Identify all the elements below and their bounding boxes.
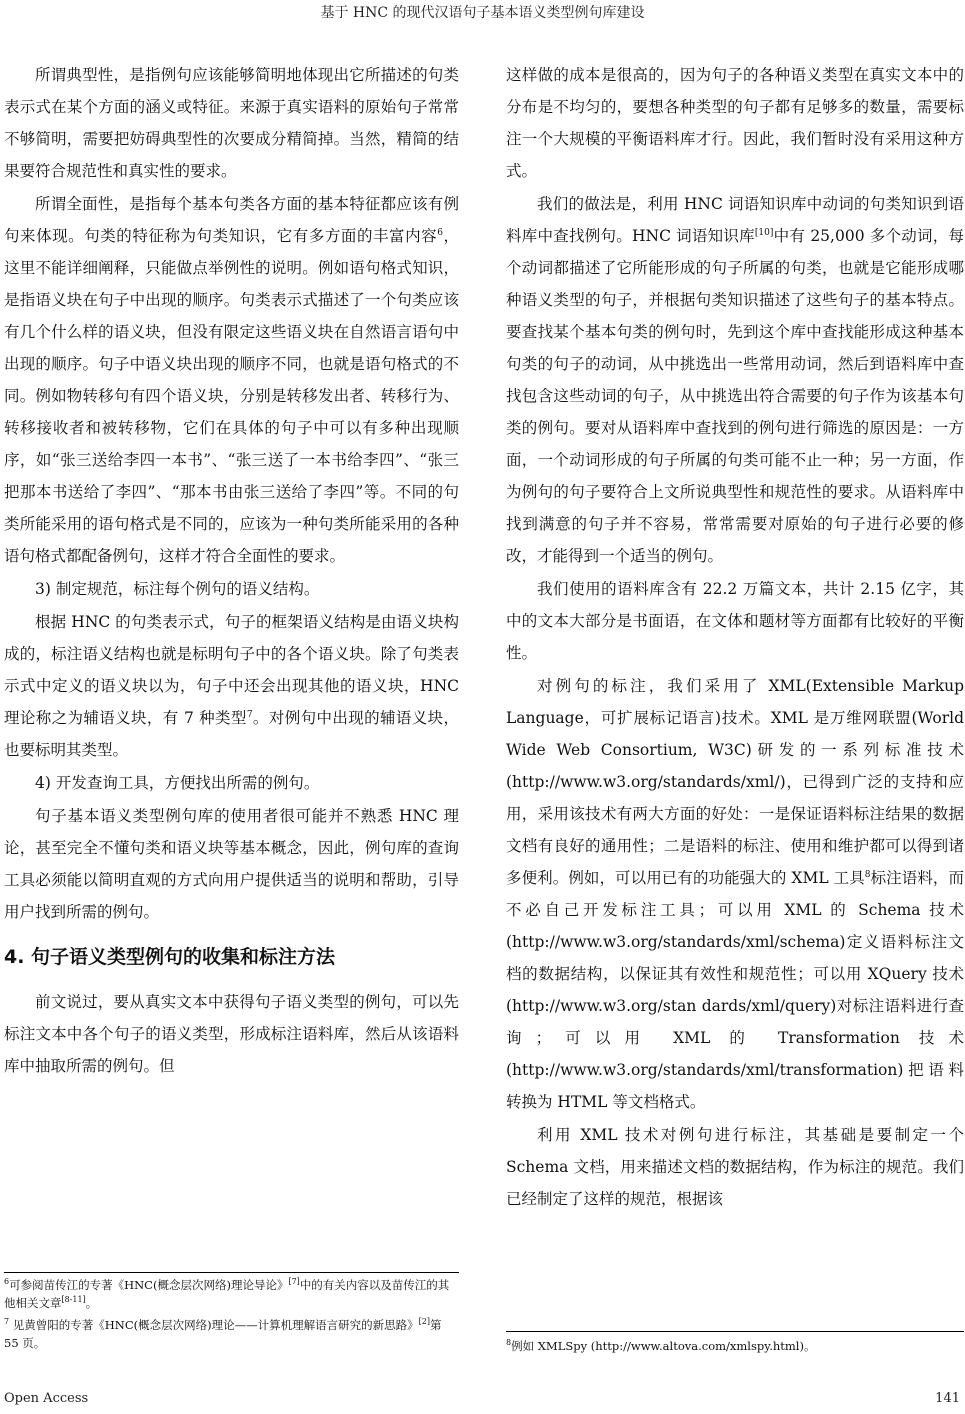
running-header: 基于 HNC 的现代汉语句子基本语义类型例句库建设 (320, 5, 645, 21)
paragraph-comprehensiveness: 所谓全面性，是指每个基本句类各方面的基本特征都应该有例句来体现。句类的特征称为句类知识，它有多方面的丰富内容$^6$，这里不能详细阐释，只能做点举例性的说明。例如语句格式知识，是指语义块在句子中出现的顺序。句类表示式描述了一个句类应该有几个什么样的语义块，但没有限定这些语义块在自然语言语句中出现的顺序。句子中语义块出现的顺序不同，也就是语句格式的不同。例如物转移句有四个语义块，分别是转移发出者、转移行为、转移接收者和被转移物，它们在具体的句子中可以有多种出现顺序，如“张三送给李四一本书”、“张三送了一本书给李四”、“张三把那本书送给了李四”、“那本书由张三送给了李四”等。不同的句类所能采用的语句格式是不同的，应该为一种句类所能采用的各种语句格式都配备例句，这样才符合全面性的要求。 (4, 195, 459, 565)
footnote-ref-7[interactable]: 7 (246, 710, 253, 720)
footnotes-right (506, 1337, 964, 1359)
right-column (506, 59, 964, 1216)
footnote-ref-6[interactable]: 6 (437, 228, 443, 238)
left-column (4, 59, 459, 1083)
paragraph-cost: 这样做的成本是很高的，因为句子的各种语义类型在真实文本中的分布是不均匀的，要想各种类型的句子都有足够多的数量，需要标注一个大规模的平衡语料库才行。因此，我们暂时没有采用这种方式。 (506, 66, 964, 180)
paragraph-method: 我们的做法是，利用 HNC 词语知识库中动词的句类知识到语料库中查找例句。HNC 词语知识库[10]中有 25,000 多个动词，每个动词都描述了它所能形成的句子所属的句类，也就是它能形成哪种语义类型的句子，并根据句类知识描述了这些句子的基本特点。要查找某个基本句类的例句时，先到这个库中查找能形成这种基本句类的句子的动词，从中挑选出一些常用动词，然后到语料库中查找包含这些动词的句子，从中挑选出符合需要的句子作为该基本句类的例句。要对从语料库中查找到的例句进行筛选的原因是：一方面，一个动词形成的句子所属的句类可能不止一种；另一方面，作为例句的句子要符合上文所说典型性和规范性的要求。从语料库中找到满意的句子并不容易，常常需要对原始的句子进行必要的修改，才能得到一个适当的例句。 (506, 195, 964, 565)
paragraph-query-tool: 句子基本语义类型例句库的使用者很可能并不熟悉 HNC 理论，甚至完全不懂句类和语义块等基本概念，因此，例句库的查询工具必须能以简明直观的方式向用户提供适当的说明和帮助，引导用户找到所需的例句。 (4, 807, 459, 921)
footnotes-left (4, 1276, 459, 1356)
footnote-ref-8[interactable]: 8 (864, 870, 871, 880)
footnote-divider-left (4, 1272, 459, 1273)
paragraph-corpus: 我们使用的语料库含有 22.2 万篇文本，共计 2.15 亿字，其中的文本大部分是书面语，在文体和题材等方面都有比较好的平衡性。 (506, 580, 964, 662)
list-item-4: 4) 开发查询工具，方便找出所需的例句。 (35, 774, 320, 792)
footnote-divider-right (506, 1331, 964, 1332)
journal-label: Open Access (4, 1391, 89, 1406)
footnote-7: $^7$ 见黄曾阳的专著《HNC(概念层次网络)理论——计算机理解语言研究的新思路》[2]第 55 页。 (4, 1317, 442, 1350)
page-number: 141 (935, 1391, 960, 1406)
paragraph-typicality: 所谓典型性，是指例句应该能够简明地体现出它所描述的句类表示式在某个方面的涵义或特征。来源于真实语料的原始句子常常不够简明，需要把妨碍典型性的次要成分精简掉。当然，精简的结果要符合规范性和真实性的要求。 (4, 66, 459, 180)
section-heading: 4. 句子语义类型例句的收集和标注方法 (4, 946, 336, 968)
paragraph-xml: 对例句的标注，我们采用了 XML(Extensible Markup Language，可扩展标记语言)技术。XML 是万维网联盟(World Wide Web Consortium, W3C)研发的一系列标准技术(http://www.w3.org/standards/xml/)，已得到广泛的支持和应用，采用该技术有两大方面的好处：一是保证语料标注结果的数据文档有良好的通用性；二是语料的标注、使用和维护都可以得到诸多便利。例如，可以用已有的功能强大的 XML 工具$^8$标注语料，而不必自己开发标注工具；可以用 XML 的 Schema 技术(http://www.w3.org/standards/xml/schema)定义语料标注文档的数据结构，以保证其有效性和规范性；可以用 XQuery 技术(http://www.w3.org/stan dards/xml/query)对标注语料进行查询；可以用 XML 的 Transformation 技术(http://www.w3.org/standards/xml/transformation)把语料转换为 HTML 等文档格式。 (506, 677, 964, 1111)
paragraph-annotation: 根据 HNC 的句类表示式，句子的框架语义结构是由语义块构成的，标注语义结构也就是标明句子中的各个语义块。除了句类表示式中定义的语义块以为，句子中还会出现其他的语义块，HNC 理论称之为辅语义块，有 7 种类型$^7$。对例句中出现的辅语义块，也要标明其类型。 (4, 613, 459, 759)
footnote-6: $^6$可参阅苗传江的专著《HNC(概念层次网络)理论导论》[7]中的有关内容以及苗传江的其他相关文章[8-11]。 (4, 1277, 450, 1310)
footnote-8: $^8$例如 XMLSpy (http://www.altova.com/xmlspy.html)。 (506, 1338, 816, 1353)
list-item-3: 3) 制定规范，标注每个例句的语义结构。 (35, 580, 320, 598)
paragraph-collection-intro: 前文说过，要从真实文本中获得句子语义类型的例句，可以先标注文本中各个句子的语义类型，形成标注语料库，然后从该语料库中抽取所需的例句。但 (4, 993, 459, 1075)
paragraph-schema: 利用 XML 技术对例句进行标注，其基础是要制定一个 Schema 文档，用来描述文档的数据结构，作为标注的规范。我们已经制定了这样的规范，根据该 (506, 1126, 964, 1208)
citation-ref-10[interactable]: [10] (754, 228, 774, 238)
